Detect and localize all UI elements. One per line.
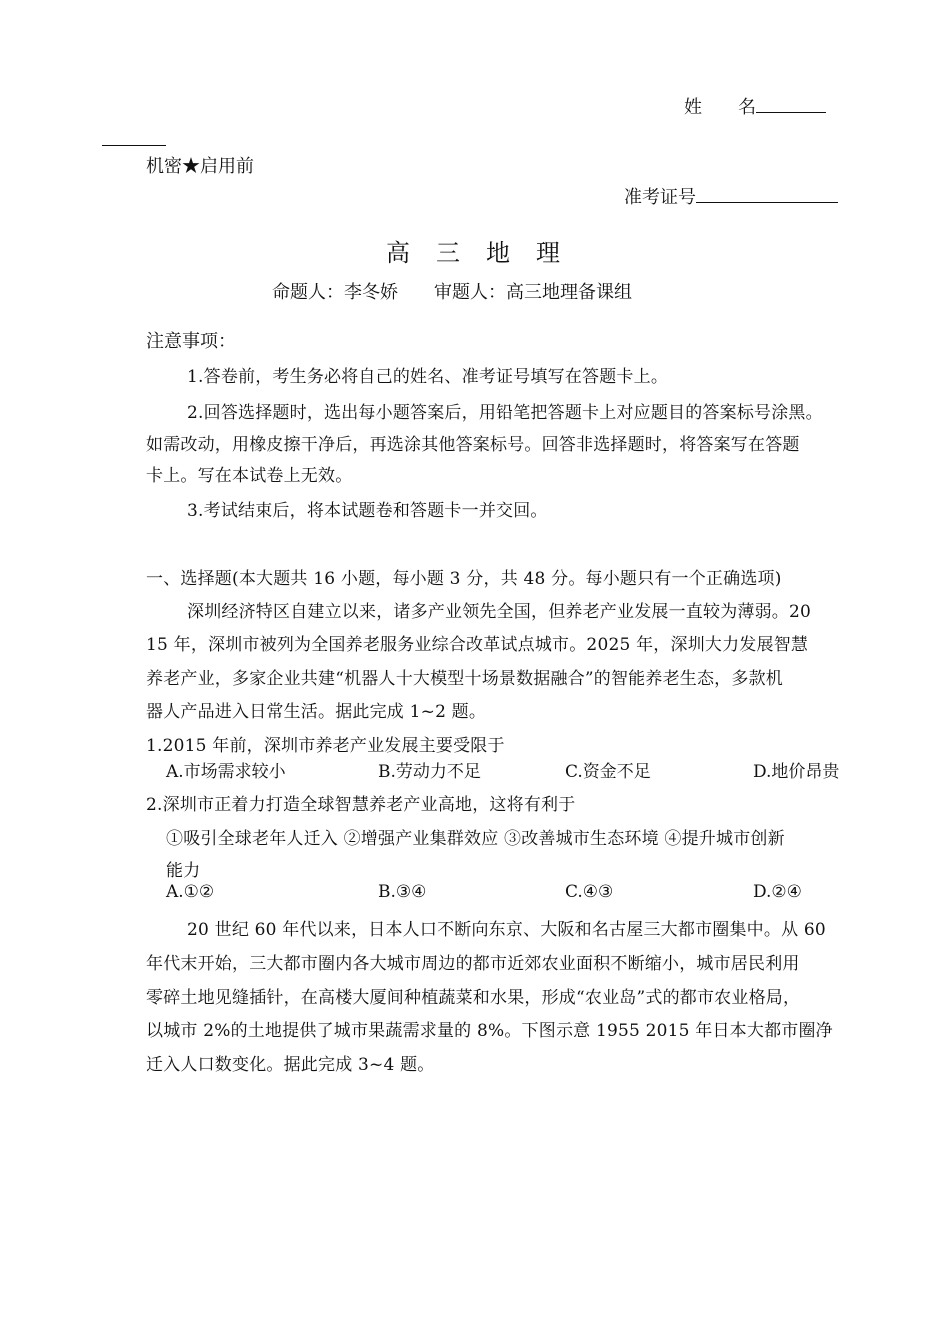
passage-1-line-3: 养老产业，多家企业共建“机器人十大模型十场景数据融合”的智能养老生态，多款机	[146, 669, 783, 689]
passage-2-line-1: 20 世纪 60 年代以来，日本人口不断向东京、大阪和名古屋三大都市圈集中。从 60	[187, 920, 826, 940]
question-2-items-line-1: ①吸引全球老年人迁入 ②增强产业集群效应 ③改善城市生态环境 ④提升城市创新	[166, 829, 785, 849]
question-1-option-d[interactable]: D.地价昂贵	[753, 762, 840, 782]
name-blank-continuation	[102, 145, 166, 146]
confidential-label: 机密★启用前	[146, 156, 254, 177]
question-1-stem: 1.2015 年前，深圳市养老产业发展主要受限于	[146, 736, 505, 756]
question-2-option-c[interactable]: C.④③	[565, 882, 614, 902]
exam-id-field	[624, 182, 838, 214]
question-2-option-d[interactable]: D.②④	[753, 882, 802, 902]
name-blank[interactable]	[756, 112, 826, 113]
passage-1-line-2: 15 年，深圳市被列为全国养老服务业综合改革试点城市。2025 年，深圳大力发展智慧	[146, 635, 809, 655]
passage-2-line-2: 年代末开始，三大都市圈内各大城市周边的都市近郊农业面积不断缩小，城市居民利用	[146, 954, 800, 974]
passage-1-line-4: 器人产品进入日常生活。据此完成 1~2 题。	[146, 702, 487, 722]
name-field	[684, 92, 826, 124]
exam-id-label: 准考证号	[624, 187, 696, 208]
passage-2-line-5: 迁入人口数变化。据此完成 3~4 题。	[146, 1055, 435, 1075]
page-title: 高三地理	[386, 239, 586, 267]
authors-line: 命题人：李冬娇 审题人：高三地理备课组	[272, 282, 632, 303]
passage-2-line-4: 以城市 2%的土地提供了城市果蔬需求量的 8%。下图示意 1955 2015 年日本大都市圈净	[146, 1021, 833, 1041]
question-2-option-a[interactable]: A.①②	[166, 882, 215, 902]
exam-id-blank[interactable]	[696, 202, 838, 203]
notice-item-1: 1.答卷前，考生务必将自己的姓名、准考证号填写在答题卡上。	[187, 367, 669, 387]
passage-1-line-1: 深圳经济特区自建立以来，诸多产业领先全国，但养老产业发展一直较为薄弱。20	[187, 602, 812, 622]
passage-2-line-3: 零碎土地见缝插针，在高楼大厦间种植蔬菜和水果，形成“农业岛”式的都市农业格局，	[146, 988, 801, 1008]
question-2-option-b[interactable]: B.③④	[378, 882, 427, 902]
question-2-stem: 2.深圳市正着力打造全球智慧养老产业高地，这将有利于	[146, 795, 576, 815]
question-2-items-line-2: 能力	[166, 861, 201, 881]
name-label: 姓 名	[684, 97, 756, 118]
notice-item-2-line1: 2.回答选择题时，选出每小题答案后，用铅笔把答题卡上对应题目的答案标号涂黑。	[187, 403, 823, 423]
question-1-option-b[interactable]: B.劳动力不足	[378, 762, 481, 782]
question-1-option-c[interactable]: C.资金不足	[565, 762, 651, 782]
notice-item-2-line3: 卡上。写在本试卷上无效。	[146, 466, 353, 486]
notice-item-3: 3.考试结束后，将本试题卷和答题卡一并交回。	[187, 501, 548, 521]
notice-item-2-line2: 如需改动，用橡皮擦干净后，再选涂其他答案标号。回答非选择题时，将答案写在答题	[146, 435, 800, 455]
notice-heading: 注意事项：	[146, 331, 236, 352]
question-1-option-a[interactable]: A.市场需求较小	[166, 762, 286, 782]
section-heading: 一、选择题(本大题共 16 小题，每小题 3 分，共 48 分。每小题只有一个正确选项)	[146, 569, 782, 589]
